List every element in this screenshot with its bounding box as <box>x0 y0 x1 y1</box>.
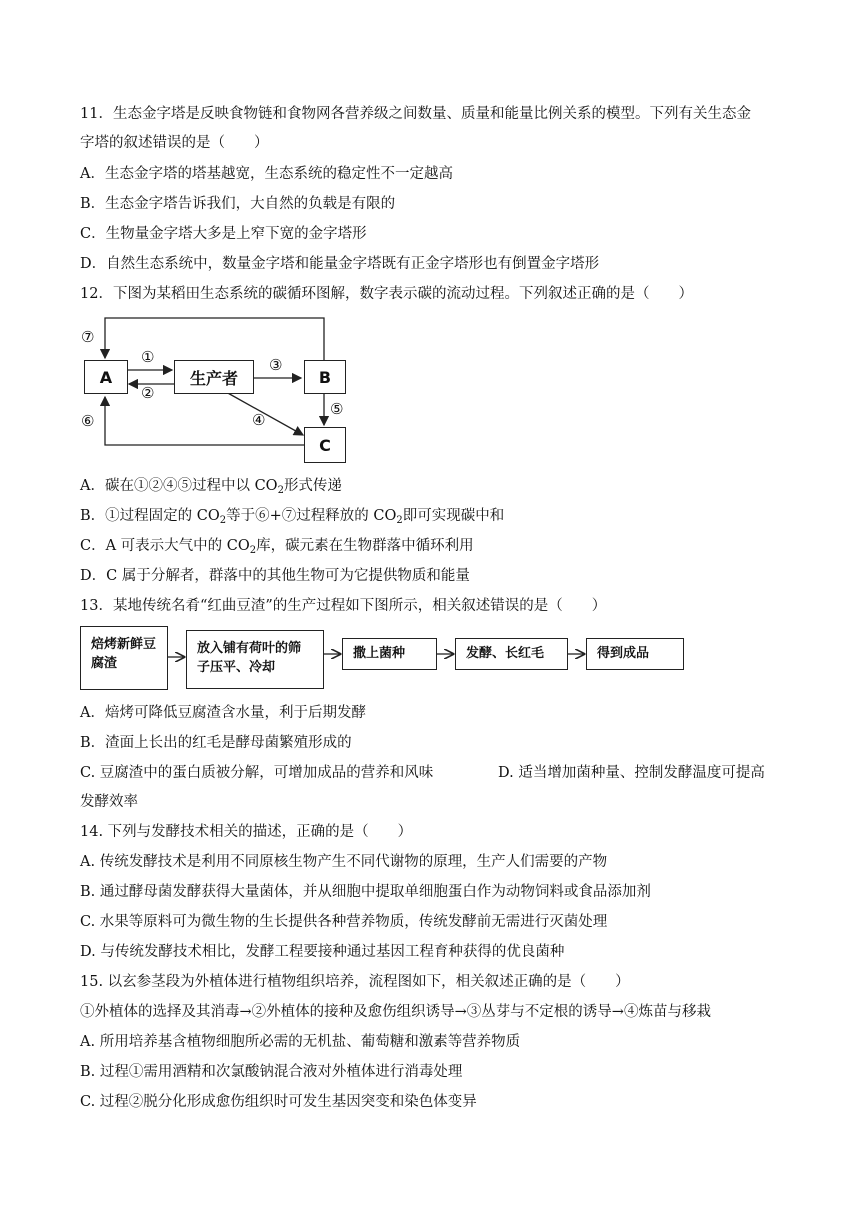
q12-option-d: D．C 属于分解者，群落中的其他生物可为它提供物质和能量 <box>80 568 470 584</box>
node-b: B <box>304 360 346 394</box>
flow-step-1: 焙烤新鲜豆腐渣 <box>80 626 168 690</box>
q12-option-c: C．A 可表示大气中的 $CO_2$库，碳元素在生物群落中循环利用 <box>80 538 474 556</box>
q14-option-d: D. 与传统发酵技术相比，发酵工程要接种通过基因工程育种获得的优良菌种 <box>80 944 565 960</box>
q13-option-d-line1: D. 适当增加菌种量、控制发酵温度可提高 <box>498 765 765 781</box>
q15-stem: 15. 以玄参茎段为外植体进行植物组织培养，流程图如下，相关叙述正确的是（ ） <box>80 974 630 990</box>
flow-step-2: 放入铺有荷叶的筛子压平、冷却 <box>186 630 324 689</box>
carbon-cycle-diagram <box>78 312 378 472</box>
q12-stem: 12．下图为某稻田生态系统的碳循环图解，数字表示碳的流动过程。下列叙述正确的是（ ） <box>80 286 693 302</box>
flow-step-4: 发酵、长红毛 <box>455 638 568 670</box>
q11-option-b: B．生态金字塔告诉我们，大自然的负载是有限的 <box>80 196 396 212</box>
q13-option-c: C. 豆腐渣中的蛋白质被分解，可增加成品的营养和风味 <box>80 765 434 781</box>
q11-option-d: D．自然生态系统中，数量金字塔和能量金字塔既有正金字塔形也有倒置金字塔形 <box>80 256 600 272</box>
label-3: ③ <box>269 356 283 374</box>
q14-option-a: A. 传统发酵技术是利用不同原核生物产生不同代谢物的原理，生产人们需要的产物 <box>80 854 608 870</box>
q11-option-c: C．生物量金字塔大多是上窄下宽的金字塔形 <box>80 226 367 242</box>
q15-option-b: B. 过程①需用酒精和次氯酸钠混合液对外植体进行消毒处理 <box>80 1064 463 1080</box>
label-4: ④ <box>252 411 266 429</box>
q13-option-b: B．渣面上长出的红毛是酵母菌繁殖形成的 <box>80 735 352 751</box>
q14-option-c: C. 水果等原料可为微生物的生长提供各种营养物质，传统发酵前无需进行灭菌处理 <box>80 914 608 930</box>
q15-flow: ①外植体的选择及其消毒→②外植体的接种及愈伤组织诱导→③丛芽与不定根的诱导→④炼苗与移栽 <box>80 1004 711 1020</box>
label-5: ⑤ <box>330 400 344 418</box>
label-6: ⑥ <box>81 412 95 430</box>
node-a: A <box>84 360 128 394</box>
label-2: ② <box>141 384 155 402</box>
q14-option-b: B. 通过酵母菌发酵获得大量菌体，并从细胞中提取单细胞蛋白作为动物饲料或食品添加剂 <box>80 884 651 900</box>
q13-option-d-line2: 发酵效率 <box>80 794 138 810</box>
label-1: ① <box>141 348 155 366</box>
flow-step-5: 得到成品 <box>586 638 684 670</box>
flow-step-3: 撒上菌种 <box>342 638 437 670</box>
q11-option-a: A．生态金字塔的塔基越宽，生态系统的稳定性不一定越高 <box>80 166 453 182</box>
q11-stem-line2: 字塔的叙述错误的是（ ） <box>80 135 269 151</box>
q12-option-b: B．①过程固定的 $CO_2$等于⑥+⑦过程释放的 $CO_2$即可实现碳中和 <box>80 508 505 526</box>
q12-option-a: A．碳在①②④⑤过程中以 $CO_2$形式传递 <box>80 478 342 496</box>
q14-stem: 14. 下列与发酵技术相关的描述，正确的是（ ） <box>80 824 413 840</box>
node-c: C <box>304 427 346 463</box>
q13-option-a: A．焙烤可降低豆腐渣含水量，利于后期发酵 <box>80 705 366 721</box>
q15-option-c: C. 过程②脱分化形成愈伤组织时可发生基因突变和染色体变异 <box>80 1094 477 1110</box>
q11-stem-line1: 11．生态金字塔是反映食物链和食物网各营养级之间数量、质量和能量比例关系的模型。下列有关生态金 <box>80 106 751 122</box>
q15-option-a: A. 所用培养基含植物细胞所必需的无机盐、葡萄糖和激素等营养物质 <box>80 1034 521 1050</box>
red-koji-flowchart <box>78 624 688 692</box>
label-7: ⑦ <box>81 328 95 346</box>
q13-stem: 13．某地传统名肴“红曲豆渣”的生产过程如下图所示，相关叙述错误的是（ ） <box>80 598 607 614</box>
node-producer: 生产者 <box>174 360 254 394</box>
